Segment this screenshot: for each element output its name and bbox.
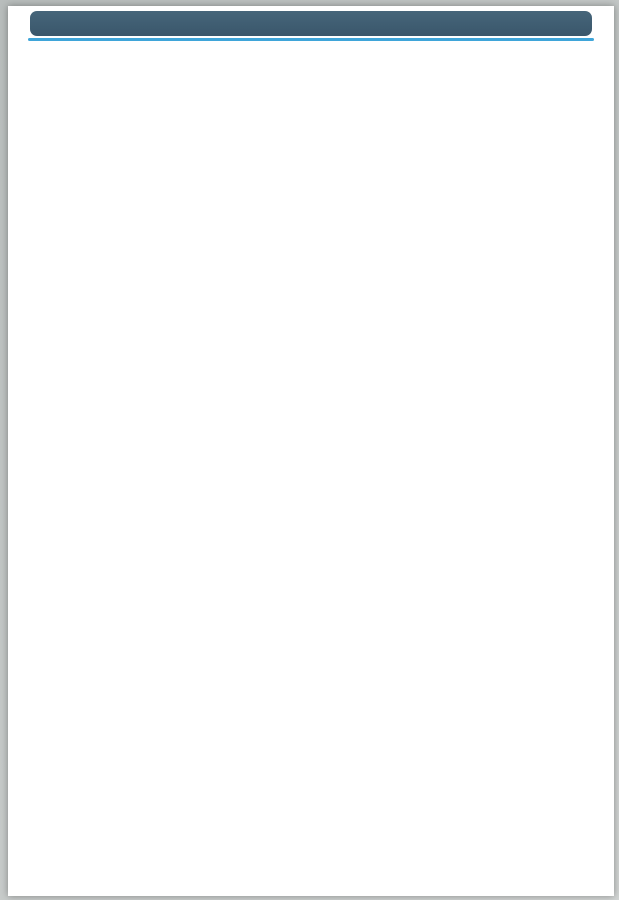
header-underline (28, 38, 594, 41)
book-page (8, 6, 614, 896)
header-bar (30, 11, 592, 36)
